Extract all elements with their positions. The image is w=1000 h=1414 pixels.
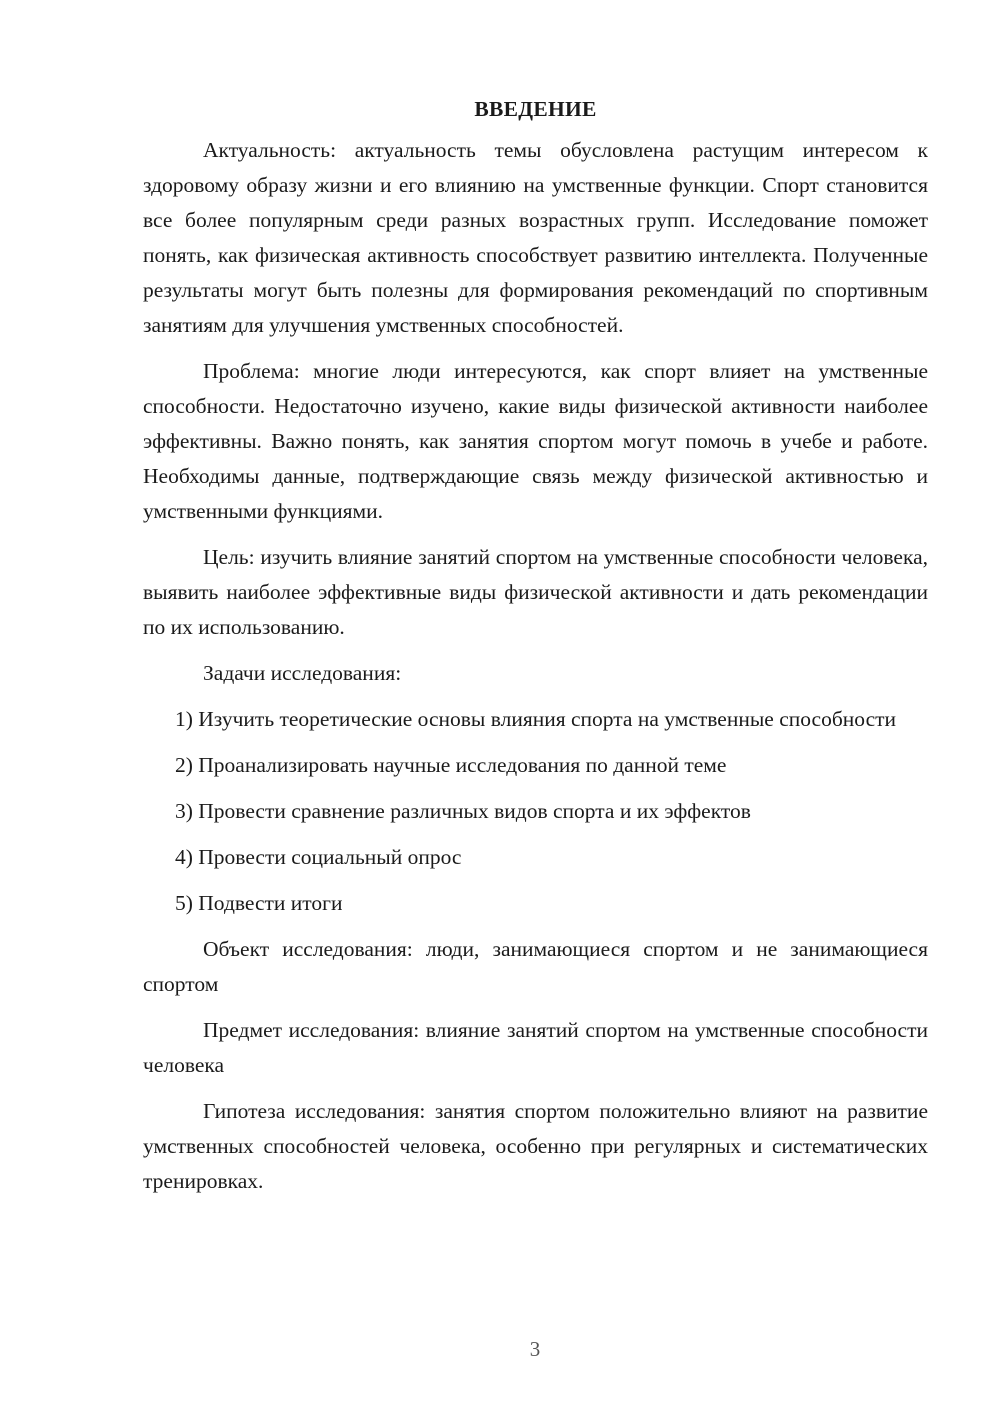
paragraph-problem: Проблема: многие люди интересуются, как спорт влияет на умственные способности. Недостаточно изучено, какие виды физической активности наиболее эффективны. Важно понять, как занятия спортом могут помочь в учебе и работе. Необходимы данные, подтверждающие связь между физической активностью и умственными функциями. <box>143 359 928 523</box>
paragraph-tasks-heading: Задачи исследования: <box>203 661 402 685</box>
task-item-4: 4) Провести социальный опрос <box>175 845 462 869</box>
page-number: 3 <box>529 1337 541 1361</box>
task-item-5: 5) Подвести итоги <box>175 891 343 915</box>
paragraph-hypothesis: Гипотеза исследования: занятия спортом положительно влияют на развитие умственных способностей человека, особенно при регулярных и систематических тренировках. <box>143 1099 928 1193</box>
section-title: ВВЕДЕНИЕ <box>474 97 597 121</box>
task-item-1: 1) Изучить теоретические основы влияния спорта на умственные способности <box>175 707 897 731</box>
page-content <box>143 92 928 1210</box>
paragraph-subject: Предмет исследования: влияние занятий спортом на умственные способности человека <box>143 1018 928 1077</box>
paragraph-goal: Цель: изучить влияние занятий спортом на умственные способности человека, выявить наиболее эффективные виды физической активности и дать рекомендации по их использованию. <box>143 545 928 639</box>
task-item-2: 2) Проанализировать научные исследования по данной теме <box>175 753 727 777</box>
paragraph-relevance: Актуальность: актуальность темы обусловлена растущим интересом к здоровому образу жизни и его влиянию на умственные функции. Спорт становится все более популярным среди разных возрастных групп. Исследование поможет понять, как физическая активность способствует развитию интеллекта. Полученные результаты могут быть полезны для формирования рекомендаций по спортивным занятиям для улучшения умственных способностей. <box>143 138 928 337</box>
task-item-3: 3) Провести сравнение различных видов спорта и их эффектов <box>175 799 751 823</box>
paragraph-object: Объект исследования: люди, занимающиеся спортом и не занимающиеся спортом <box>143 937 928 996</box>
